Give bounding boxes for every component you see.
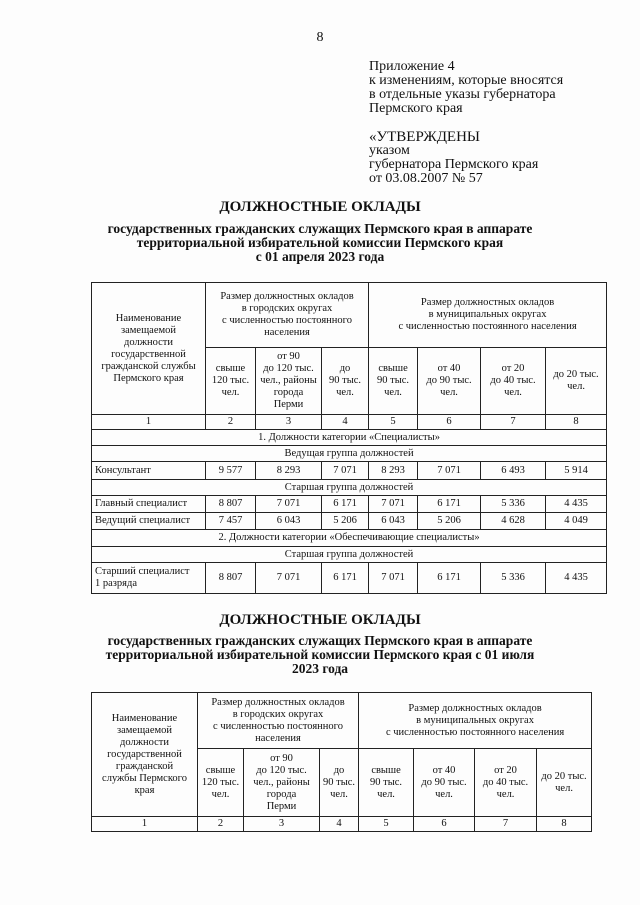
subtitle-line: государственных гражданских служащих Пермского края в аппарате: [107, 633, 533, 648]
column-number-row: [92, 415, 607, 430]
approval-line: губернатора Пермского края: [369, 157, 539, 172]
position-name: Главный специалист: [92, 496, 206, 513]
table-row: [92, 496, 607, 513]
approval-line: «УТВЕРЖДЕНЫ: [369, 129, 481, 145]
col-number: 2: [206, 415, 256, 430]
subtitle-line: 2023 года: [291, 661, 349, 676]
salary-cell: 7 457: [206, 513, 256, 530]
salary-cell: 4 435: [546, 496, 607, 513]
col-number: 6: [414, 817, 475, 832]
salary-cell: 7 071: [256, 496, 322, 513]
header-col-3: от 90 до 120 тыс. чел., районы города Перми: [256, 348, 322, 415]
subtitle-line: территориальной избирательной комиссии Пермского края с 01 июля: [105, 647, 535, 662]
col-number: 6: [418, 415, 481, 430]
position-name: Консультант: [92, 462, 206, 480]
group-row: Ведущая группа должностей: [92, 446, 607, 462]
col-number: 8: [546, 415, 607, 430]
header-urban-districts: Размер должностных окладов в городских округах с численностью постоянного населения: [206, 283, 369, 348]
salary-cell: 5 914: [546, 462, 607, 480]
salary-cell: 5 206: [418, 513, 481, 530]
category-row: 1. Должности категории «Специалисты»: [92, 430, 607, 446]
table-row: [92, 513, 607, 530]
header-position-name: Наименование замещаемой должности государственной гражданской службы Пермского края: [92, 283, 206, 415]
salary-table-july: [91, 692, 592, 832]
col-number: 2: [198, 817, 244, 832]
group-row: Старшая группа должностей: [92, 480, 607, 496]
col-number: 1: [92, 817, 198, 832]
header-municipal-districts: Размер должностных окладов в муниципальных округах с численностью постоянного населения: [359, 693, 592, 749]
header-col-8: до 20 тыс. чел.: [537, 749, 592, 817]
col-number: 5: [359, 817, 414, 832]
header-col-8: до 20 тыс. чел.: [546, 348, 607, 415]
table-row: [92, 563, 607, 594]
header-col-4: до 90 тыс. чел.: [320, 749, 359, 817]
col-number: 7: [481, 415, 546, 430]
section2-subtitle: [95, 634, 545, 676]
salary-cell: 8 293: [256, 462, 322, 480]
salary-cell: 7 071: [322, 462, 369, 480]
header-position-name: Наименование замещаемой должности государственной гражданской службы Пермского края: [92, 693, 198, 817]
salary-cell: 9 577: [206, 462, 256, 480]
position-name: Ведущий специалист: [92, 513, 206, 530]
col-number: 5: [369, 415, 418, 430]
header-urban-districts: Размер должностных окладов в городских округах с численностью постоянного населения: [198, 693, 359, 749]
header-col-3: от 90 до 120 тыс. чел., районы города Перми: [244, 749, 320, 817]
salary-cell: 8 293: [369, 462, 418, 480]
header-col-6: от 40 до 90 тыс. чел.: [414, 749, 475, 817]
page-number: 8: [316, 30, 324, 45]
header-col-2: свыше 120 тыс. чел.: [198, 749, 244, 817]
position-name: Старший специалист 1 разряда: [92, 563, 206, 594]
salary-cell: 5 336: [481, 563, 546, 594]
header-col-5: свыше 90 тыс. чел.: [359, 749, 414, 817]
col-number: 4: [320, 817, 359, 832]
salary-cell: 6 171: [418, 563, 481, 594]
annex-line: в отдельные указы губернатора: [369, 87, 556, 102]
col-number: 1: [92, 415, 206, 430]
annex-line: Приложение 4: [369, 59, 455, 74]
header-municipal-districts: Размер должностных окладов в муниципальных округах с численностью постоянного населения: [369, 283, 607, 348]
salary-cell: 7 071: [369, 496, 418, 513]
salary-cell: 6 493: [481, 462, 546, 480]
header-col-2: свыше 120 тыс. чел.: [206, 348, 256, 415]
col-number: 7: [475, 817, 537, 832]
section1-title: ДОЛЖНОСТНЫЕ ОКЛАДЫ: [219, 199, 421, 215]
salary-cell: 6 171: [418, 496, 481, 513]
section1-subtitle: [95, 222, 545, 264]
salary-cell: 6 043: [369, 513, 418, 530]
approval-block: [369, 130, 538, 186]
annex-line: к изменениям, которые вносятся: [369, 73, 564, 88]
salary-cell: 8 807: [206, 496, 256, 513]
subtitle-line: территориальной избирательной комиссии Пермского края: [136, 235, 504, 250]
salary-cell: 4 049: [546, 513, 607, 530]
salary-cell: 7 071: [256, 563, 322, 594]
salary-cell: 5 206: [322, 513, 369, 530]
col-number: 8: [537, 817, 592, 832]
subtitle-line: государственных гражданских служащих Пермского края в аппарате: [107, 221, 533, 236]
salary-cell: 6 171: [322, 563, 369, 594]
header-col-7: от 20 до 40 тыс. чел.: [475, 749, 537, 817]
header-col-7: от 20 до 40 тыс. чел.: [481, 348, 546, 415]
column-number-row: [92, 817, 592, 832]
salary-cell: 4 628: [481, 513, 546, 530]
header-col-4: до 90 тыс. чел.: [322, 348, 369, 415]
section2-title: ДОЛЖНОСТНЫЕ ОКЛАДЫ: [219, 612, 421, 628]
salary-cell: 8 807: [206, 563, 256, 594]
col-number: 4: [322, 415, 369, 430]
approval-line: от 03.08.2007 № 57: [369, 171, 483, 186]
table-row: [92, 462, 607, 480]
annex-line: Пермского края: [369, 101, 463, 116]
subtitle-line: с 01 апреля 2023 года: [255, 249, 385, 264]
salary-cell: 7 071: [369, 563, 418, 594]
salary-cell: 4 435: [546, 563, 607, 594]
salary-cell: 6 043: [256, 513, 322, 530]
col-number: 3: [244, 817, 320, 832]
col-number: 3: [256, 415, 322, 430]
group-row: Старшая группа должностей: [92, 547, 607, 563]
annex-block: [369, 60, 563, 116]
salary-table-april: [91, 282, 607, 594]
salary-cell: 6 171: [322, 496, 369, 513]
salary-cell: 5 336: [481, 496, 546, 513]
category-row: 2. Должности категории «Обеспечивающие специалисты»: [92, 530, 607, 547]
header-col-5: свыше 90 тыс. чел.: [369, 348, 418, 415]
approval-line: указом: [369, 143, 410, 158]
salary-cell: 7 071: [418, 462, 481, 480]
header-col-6: от 40 до 90 тыс. чел.: [418, 348, 481, 415]
